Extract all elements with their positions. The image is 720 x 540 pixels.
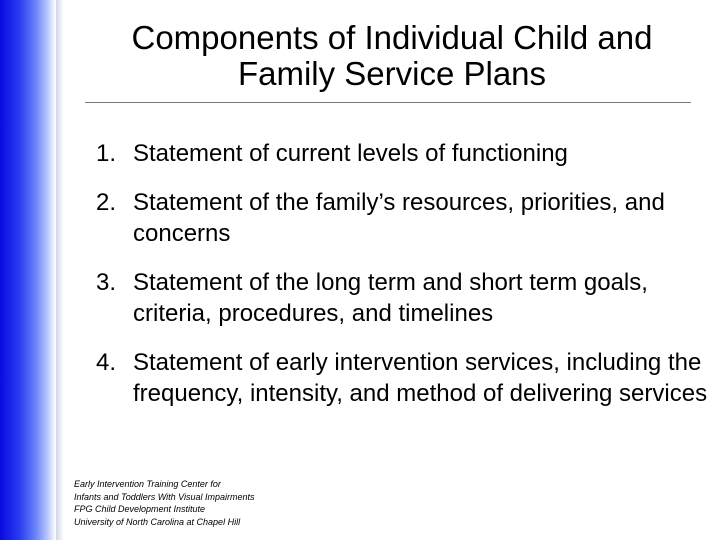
list-item-text: Statement of the long term and short term goals, criteria, procedures, and timelines [133, 269, 648, 327]
footer-credits [74, 478, 255, 528]
list-item-number: 4. [96, 349, 117, 376]
left-accent-bar-shadow [56, 0, 64, 540]
list-item-text: Statement of early intervention services, including the frequency, intensity, and method of delivering services [133, 349, 708, 407]
list-item-number: 2. [96, 189, 117, 216]
list-item-text: Statement of the family’s resources, priorities, and concerns [133, 189, 665, 247]
list-item [96, 187, 716, 249]
list-item-text: Statement of current levels of functioning [133, 140, 568, 167]
footer-line: FPG Child Development Institute [74, 504, 206, 514]
slide-title [64, 20, 720, 92]
components-list [96, 138, 716, 427]
left-accent-bar [0, 0, 56, 540]
list-item-number: 1. [96, 140, 117, 167]
footer-line: University of North Carolina at Chapel Hill [74, 516, 241, 527]
slide-title-line-2: Family Service Plans [237, 55, 547, 92]
footer-line: Infants and Toddlers With Visual Impairments [74, 491, 255, 502]
footer-line: Early Intervention Training Center for [74, 479, 221, 489]
list-item [96, 267, 716, 329]
list-item [96, 347, 716, 409]
list-item [96, 138, 716, 169]
title-divider [85, 102, 691, 103]
list-item-number: 3. [96, 269, 117, 296]
slide-title-line-1: Components of Individual Child and [131, 19, 653, 56]
